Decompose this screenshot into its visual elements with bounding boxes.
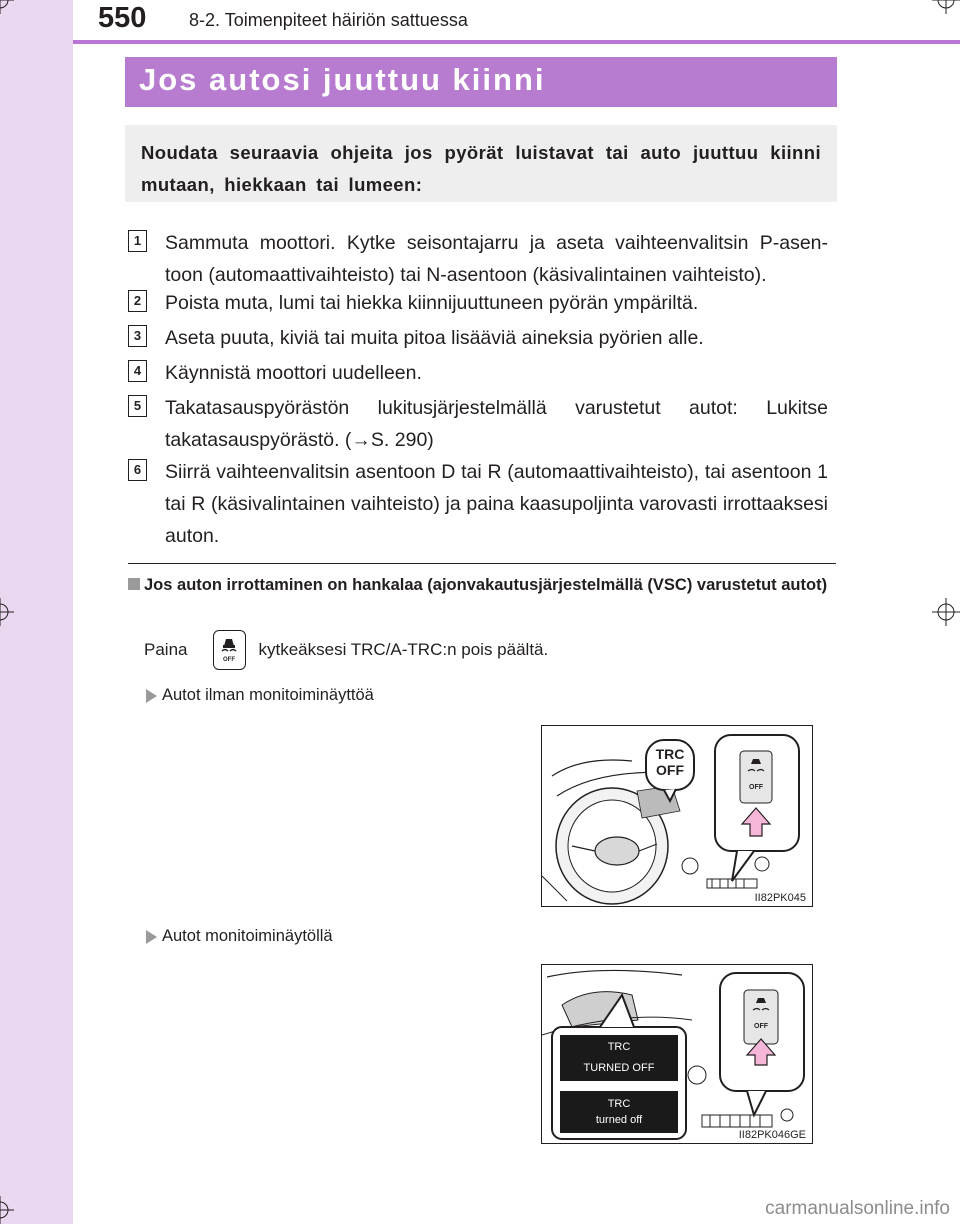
variant-a-label [146,686,374,705]
figure-button-label: OFF [754,1023,768,1030]
screen-2-line-1: TRC [607,1098,631,1110]
button-off-label: OFF [223,657,236,663]
callout-line-2: OFF [656,762,684,778]
step-text: Käynnistä moottori uudelleen. [165,362,422,384]
triangle-bullet-icon [146,930,157,944]
step-text: Siirrä vaihteenvalitsin asentoon D tai R (automaattivaihteisto), tai asentoon 1 tai R (käsivalintainen vaihteisto) ja paina kaasupoljinta varovasti irrottaaksesi auton. [165,461,828,547]
step-text: Takatasauspyörästön lukitusjärjestelmällä varustetut autot: Lukitse takatasauspyörästö. (→S. 290) [165,397,828,451]
figure-no-display [541,725,813,907]
step-text: Sammuta moottori. Kytke seisontajarru ja aseta vaihteenvalitsin P-asen- toon (automaattivaihteisto) tai N-asentoon (käsivalintainen vaihteisto). [165,232,828,286]
vsc-off-button-icon [213,630,246,670]
square-bullet-icon [128,578,140,590]
press-after-text: kytkeäksesi TRC/A-TRC:n pois päältä. [258,640,549,659]
section-divider [128,563,836,564]
variant-b-text: Autot monitoiminäytöllä [162,927,333,945]
crop-mark-icon [0,598,14,626]
intro-box [125,125,837,202]
page-title: Jos autosi juuttuu kiinni [139,62,546,97]
crop-mark-icon [932,0,960,14]
sub-heading [128,573,836,597]
screen-1-line-1: TRC [607,1041,631,1053]
screen-1-line-2: TURNED OFF [583,1062,655,1074]
page-number: 550 [98,2,147,34]
intro-text: Noudata seuraavia ohjeita jos pyörät luistavat tai auto juuttuu kiinni mutaan, hiekkaan tai lumeen: [141,142,821,195]
step-text: Poista muta, lumi tai hiekka kiinnijuuttuneen pyörän ympäriltä. [165,292,699,314]
figure-with-display [541,964,813,1144]
step-number: 3 [128,325,147,347]
figure-button-label: OFF [749,784,763,791]
section-header: 8-2. Toimenpiteet häiriön sattuessa [189,10,468,30]
press-instruction [144,630,548,670]
triangle-bullet-icon [146,689,157,703]
variant-b-label [146,927,333,946]
figure-id: II82PK046GE [738,1129,806,1141]
step-number: 5 [128,395,147,417]
step-number: 2 [128,290,147,312]
steering-wheel-illustration [542,726,812,906]
press-before-text: Paina [144,640,188,659]
variant-a-text: Autot ilman monitoiminäyttöä [162,686,374,704]
dashboard-illustration [542,965,812,1143]
step-text: Aseta puuta, kiviä tai muita pitoa lisääviä aineksia pyörien alle. [165,327,704,349]
step-number: 1 [128,230,147,252]
crop-mark-icon [0,1196,14,1224]
header-rule [73,40,960,44]
step-number: 6 [128,459,147,481]
callout-line-1: TRC [655,746,685,762]
sub-heading-text: Jos auton irrottaminen on hankalaa (ajonvakautusjärjestelmällä (VSC) varustetut autot) [144,576,828,594]
crop-mark-icon [0,0,14,14]
crop-mark-icon [932,598,960,626]
figure-id: II82PK045 [754,892,806,904]
screen-2-line-2: turned off [595,1114,643,1126]
watermark: carmanualsonline.info [765,1198,950,1219]
step-number: 4 [128,360,147,382]
title-bar [125,57,837,107]
